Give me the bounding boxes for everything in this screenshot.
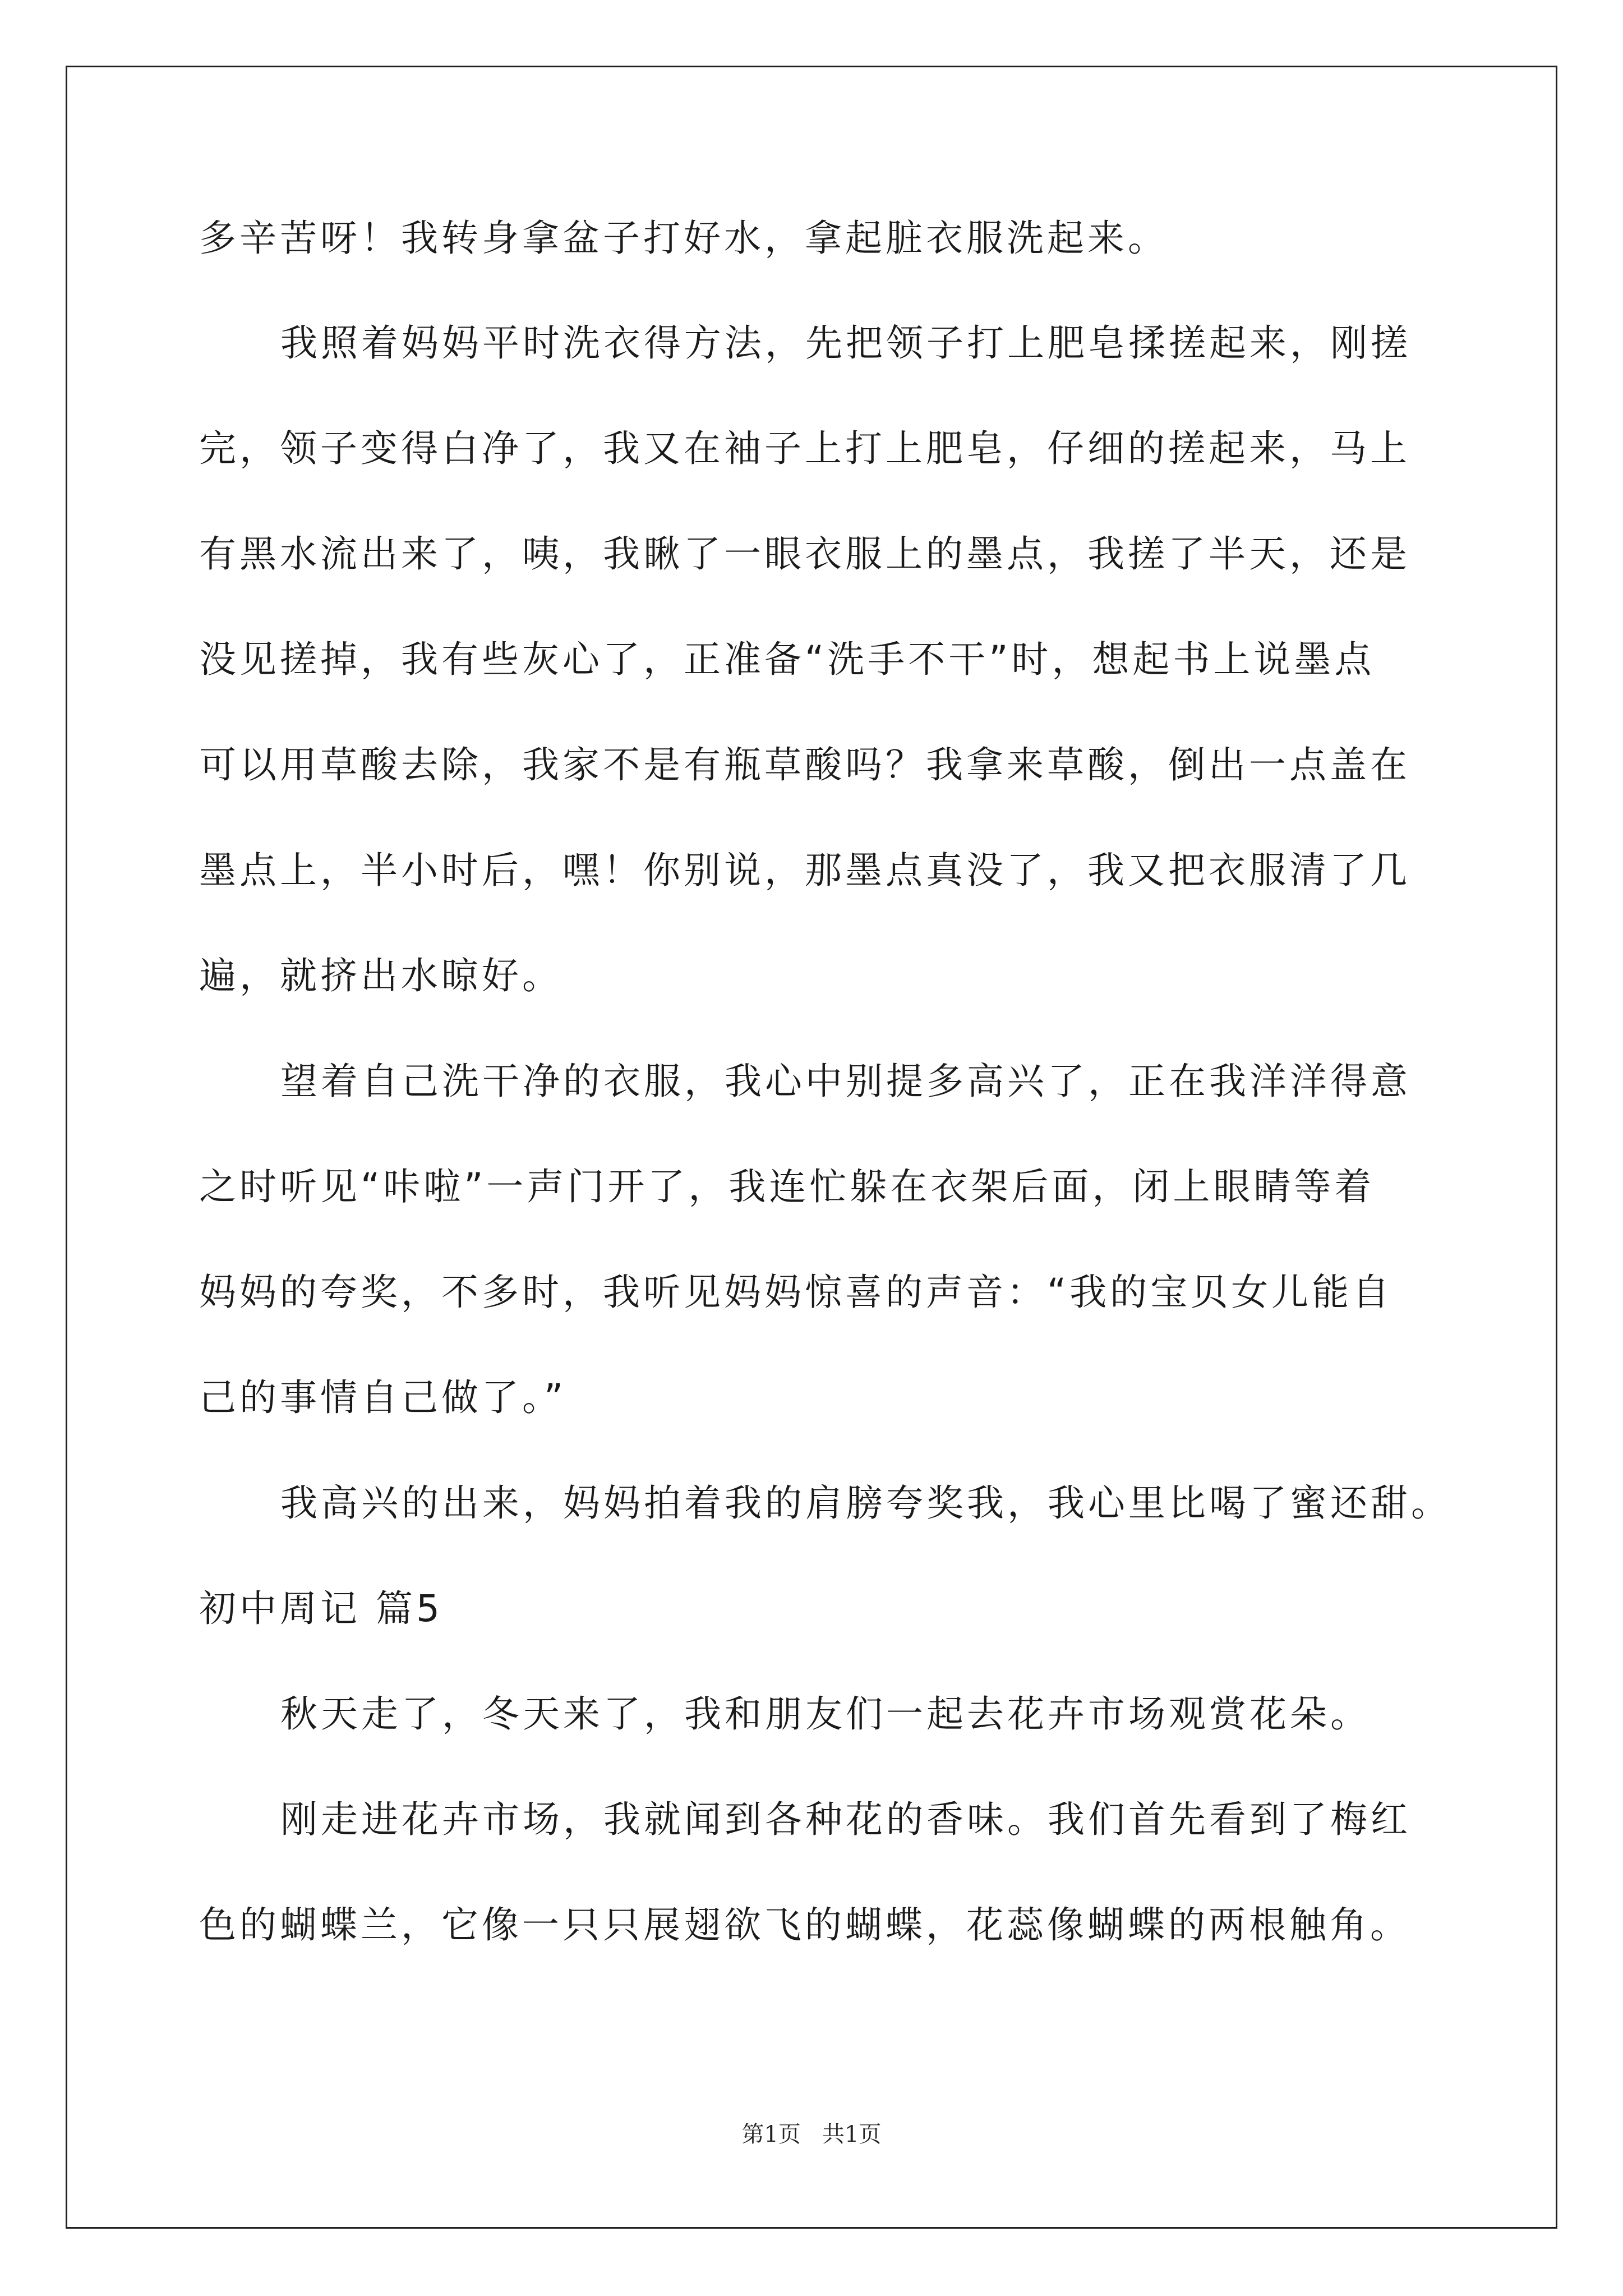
text-line: 遍，就挤出水晾好。 [199, 954, 562, 997]
section-heading: 初中周记 篇5 [199, 1587, 443, 1630]
text-line: 己的事情自己做了。” [199, 1376, 567, 1419]
text-line: 墨点上，半小时后，嘿！你别说，那墨点真没了，我又把衣服清了几 [199, 849, 1410, 892]
text-line: 我高兴的出来，妈妈拍着我的肩膀夸奖我，我心里比喝了蜜还甜。 [280, 1481, 1451, 1525]
text-line: 多辛苦呀！我转身拿盆子打好水，拿起脏衣服洗起来。 [199, 217, 1168, 260]
text-line: 妈妈的夸奖，不多时，我听见妈妈惊喜的声音：“我的宝贝女儿能自 [199, 1271, 1393, 1314]
page-number: 第1页 共1页 [741, 2122, 882, 2147]
text-line: 有黑水流出来了，咦，我瞅了一眼衣服上的墨点，我搓了半天，还是 [199, 532, 1410, 576]
text-line: 色的蝴蝶兰，它像一只只展翅欲飞的蝴蝶，花蕊像蝴蝶的两根触角。 [199, 1903, 1410, 1947]
text-line: 完，领子变得白净了，我又在袖子上打上肥皂，仔细的搓起来，马上 [199, 427, 1410, 470]
text-line: 望着自己洗干净的衣服，我心中别提多高兴了，正在我洋洋得意 [280, 1060, 1411, 1103]
text-line: 可以用草酸去除，我家不是有瓶草酸吗？我拿来草酸，倒出一点盖在 [199, 743, 1410, 786]
text-line: 没见搓掉，我有些灰心了，正准备“洗手不干”时，想起书上说墨点 [199, 638, 1375, 681]
text-line: 秋天走了，冬天来了，我和朋友们一起去花卉市场观赏花朵。 [280, 1692, 1371, 1736]
text-line: 我照着妈妈平时洗衣得方法，先把领子打上肥皂揉搓起来，刚搓 [280, 321, 1411, 365]
text-line: 刚走进花卉市场，我就闻到各种花的香味。我们首先看到了梅红 [280, 1798, 1411, 1841]
text-line: 之时听见“咔啦”一声门开了，我连忙躲在衣架后面，闭上眼睛等着 [199, 1165, 1375, 1208]
